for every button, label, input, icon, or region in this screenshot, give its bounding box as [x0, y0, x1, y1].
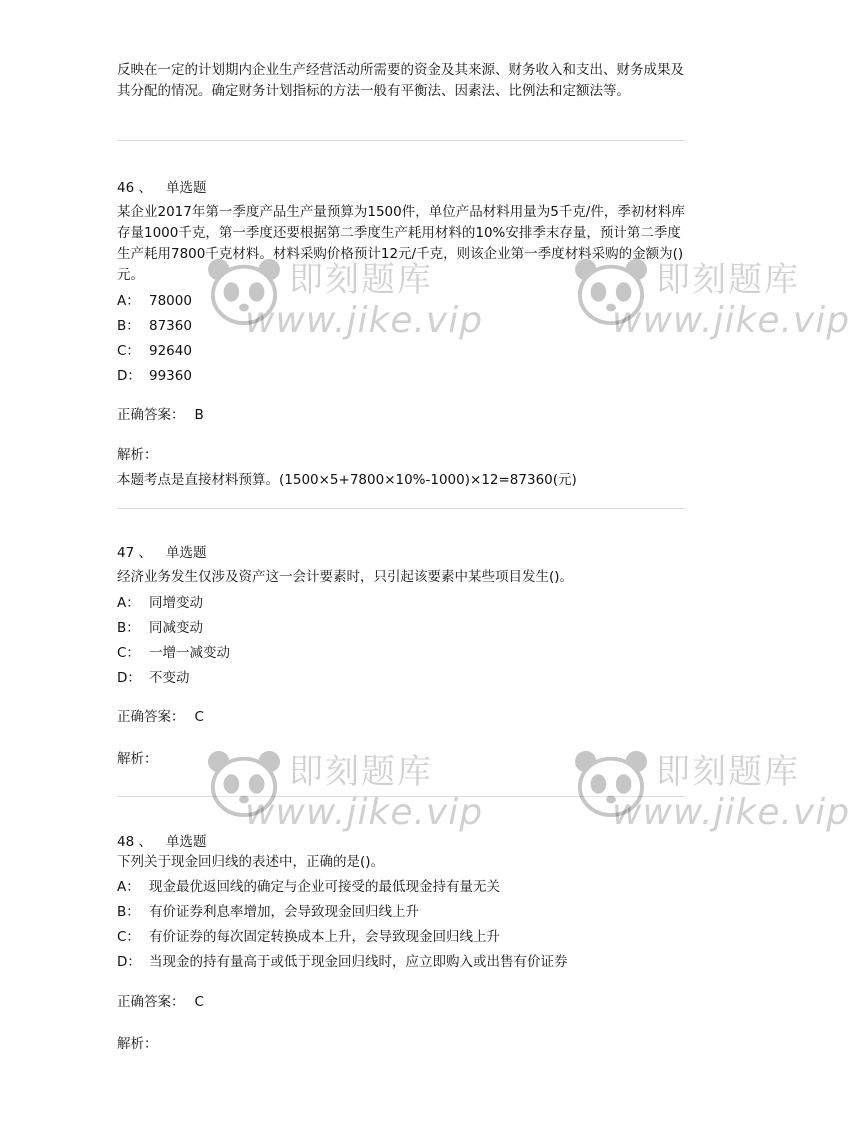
analysis-text: 本题考点是直接材料预算。(1500×5+7800×10%-1000)×12=87360(元): [117, 472, 577, 488]
option-text: 不变动: [149, 670, 190, 686]
watermark-brand: 即刻题库: [656, 260, 800, 300]
option-letter: B：: [117, 318, 140, 334]
question-47: [117, 541, 687, 770]
option-letter: B：: [117, 620, 140, 636]
option-letter: C：: [117, 929, 140, 945]
option-text: 92640: [149, 343, 192, 359]
answer-value: C: [194, 994, 204, 1010]
answer-label: 正确答案：: [117, 994, 185, 1010]
option-a[interactable]: [117, 591, 687, 616]
option-c[interactable]: [117, 925, 687, 950]
watermark-url: www.jike.vip: [245, 300, 484, 341]
question-type: 单选题: [165, 180, 207, 196]
watermark-brand: 即刻题库: [289, 260, 433, 300]
question-stem: 某企业2017年第一季度产品生产量预算为1500件，单位产品材料用量为5千克/件，季初材料库存量1000千克，第一季度还要根据第二季度生产耗用材料的10%安排季末存量，预计第二季度生产耗用7800千克材料。材料采购价格预计12元/千克，则该企业第一季度材料采购的金额为()元。: [117, 204, 685, 283]
option-text: 78000: [149, 293, 192, 309]
option-d[interactable]: [117, 364, 687, 389]
option-c[interactable]: [117, 641, 687, 666]
correct-answer: [117, 706, 687, 728]
option-text: 87360: [149, 318, 192, 334]
question-number: 48 、: [117, 834, 152, 850]
divider: [117, 140, 685, 141]
option-a[interactable]: [117, 875, 687, 900]
option-text: 当现金的持有量高于或低于现金回归线时，应立即购入或出售有价证券: [149, 954, 568, 970]
answer-value: B: [194, 407, 204, 423]
watermark-url: www.jike.vip: [612, 792, 850, 833]
question-stem: 下列关于现金回归线的表述中，正确的是()。: [117, 854, 385, 870]
analysis-label: 解析：: [117, 751, 158, 767]
question-header: [117, 176, 687, 200]
question-number: 47 、: [117, 545, 152, 561]
analysis-label: 解析：: [117, 1036, 158, 1052]
question-46: [117, 176, 687, 491]
divider: [117, 508, 685, 509]
watermark-url: www.jike.vip: [245, 792, 484, 833]
option-text: 同增变动: [149, 595, 203, 611]
option-a[interactable]: [117, 289, 687, 314]
option-letter: B：: [117, 904, 140, 920]
correct-answer: [117, 404, 687, 426]
option-d[interactable]: [117, 666, 687, 691]
option-b[interactable]: [117, 900, 687, 925]
question-header: [117, 830, 687, 854]
question-header: [117, 541, 687, 565]
intro-text: 反映在一定的计划期内企业生产经营活动所需要的资金及其来源、财务收入和支出、财务成果及其分配的情况。确定财务计划指标的方法一般有平衡法、因素法、比例法和定额法等。: [117, 62, 684, 99]
option-letter: A：: [117, 595, 140, 611]
question-type: 单选题: [165, 545, 207, 561]
option-b[interactable]: [117, 616, 687, 641]
option-text: 有价证券利息率增加，会导致现金回归线上升: [149, 904, 419, 920]
question-number: 46 、: [117, 180, 152, 196]
answer-value: C: [194, 709, 204, 725]
divider: [117, 796, 685, 797]
option-letter: C：: [117, 645, 140, 661]
watermark-brand: 即刻题库: [289, 752, 433, 792]
option-letter: C：: [117, 343, 140, 359]
question-stem: 经济业务发生仅涉及资产这一会计要素时，只引起该要素中某些项目发生()。: [117, 569, 574, 585]
option-list: [117, 289, 687, 389]
option-list: [117, 591, 687, 691]
option-letter: A：: [117, 293, 140, 309]
correct-answer: [117, 991, 687, 1013]
question-type: 单选题: [165, 834, 207, 850]
option-list: [117, 875, 687, 975]
option-b[interactable]: [117, 314, 687, 339]
question-48: [117, 830, 687, 1055]
option-text: 现金最优返回线的确定与企业可接受的最低现金持有量无关: [149, 879, 500, 895]
option-d[interactable]: [117, 950, 687, 975]
option-c[interactable]: [117, 339, 687, 364]
answer-label: 正确答案：: [117, 709, 185, 725]
option-letter: D：: [117, 368, 141, 384]
option-letter: D：: [117, 954, 141, 970]
intro-paragraph: [117, 60, 687, 102]
watermark-url: www.jike.vip: [612, 300, 850, 341]
answer-label: 正确答案：: [117, 407, 185, 423]
option-text: 有价证券的每次固定转换成本上升，会导致现金回归线上升: [149, 929, 500, 945]
option-text: 一增一减变动: [149, 645, 230, 661]
analysis-label: 解析：: [117, 447, 158, 463]
option-letter: D：: [117, 670, 141, 686]
watermark-brand: 即刻题库: [656, 752, 800, 792]
option-text: 99360: [149, 368, 192, 384]
option-text: 同减变动: [149, 620, 203, 636]
option-letter: A：: [117, 879, 140, 895]
